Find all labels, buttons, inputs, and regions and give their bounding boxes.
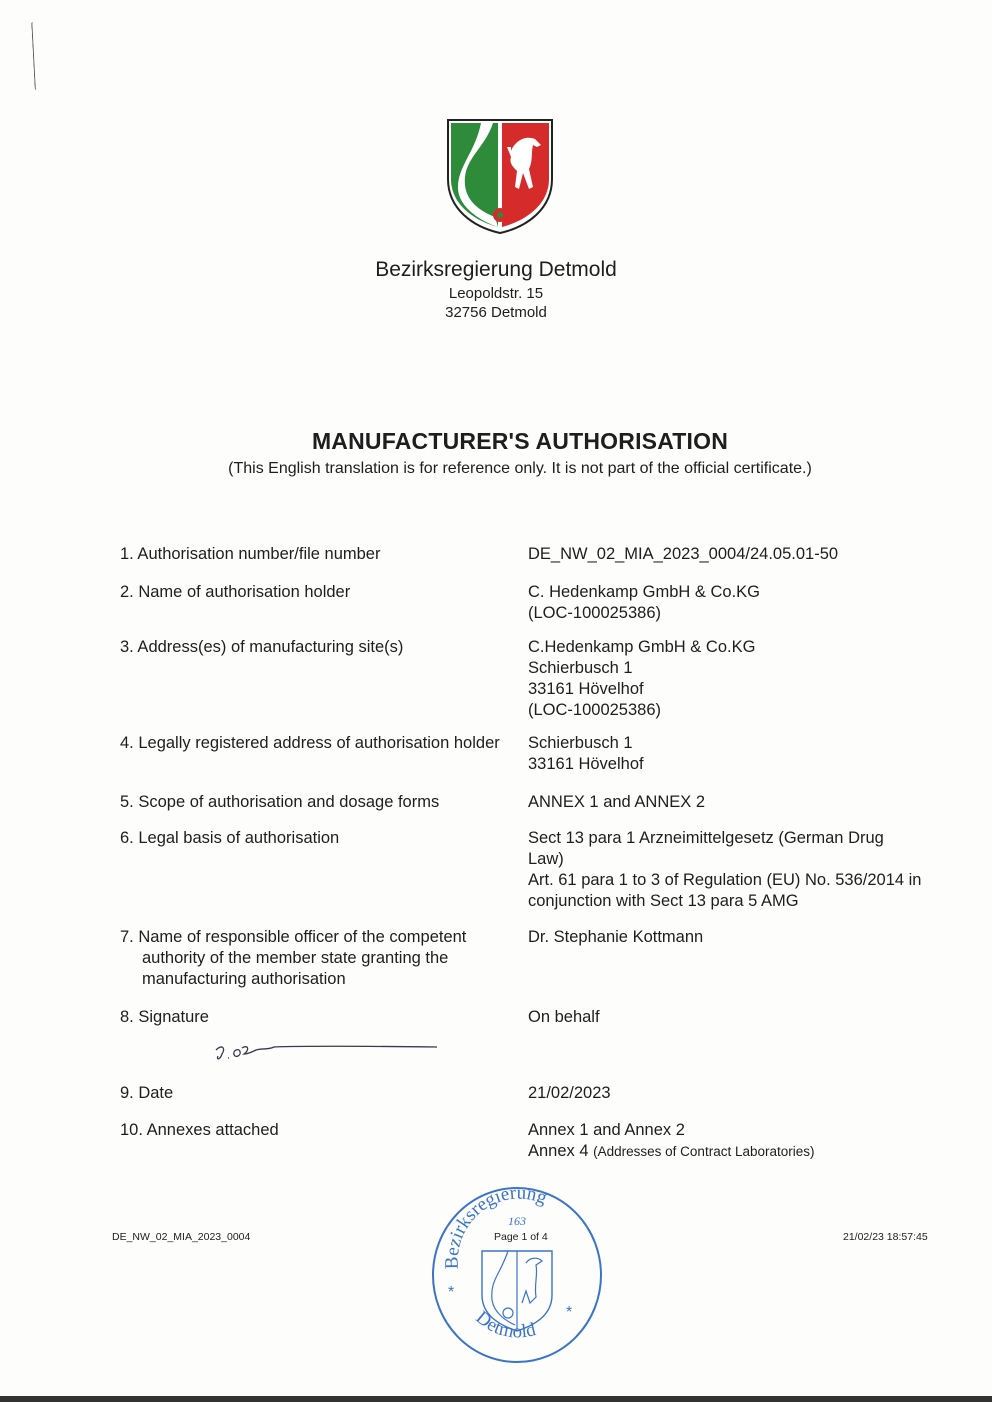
field-label: 2. Name of authorisation holder: [120, 583, 351, 601]
field-value: [528, 1120, 928, 1162]
field-value: On behalf: [528, 1008, 600, 1026]
annex-4-line: [528, 1141, 928, 1162]
site-city: 33161 Hövelhof: [528, 680, 644, 698]
stamp-number: 163: [508, 1214, 526, 1228]
field-label: 6. Legal basis of authorisation: [120, 829, 340, 847]
authority-street: Leopoldstr. 15: [448, 285, 544, 302]
footer-file-reference: DE_NW_02_MIA_2023_0004: [112, 1231, 251, 1243]
stamp-star-right-icon: *: [566, 1304, 573, 1321]
field-label: 7. Name of responsible officer of the competent authority of the member state granting the manufacturing authorisation: [120, 928, 467, 988]
footer-page-number: Page 1 of 4: [494, 1231, 548, 1243]
document-title: MANUFACTURER'S AUTHORISATION: [311, 428, 729, 454]
site-street: Schierbusch 1: [528, 659, 633, 677]
field-label: 9. Date: [120, 1084, 174, 1102]
field-value: Dr. Stephanie Kottmann: [528, 928, 704, 946]
footer-timestamp: 21/02/23 18:57:45: [843, 1231, 928, 1243]
field-value: [528, 582, 928, 624]
scan-edge: [0, 1396, 992, 1402]
stamp-bottom-text: Detmold: [471, 1307, 538, 1343]
authority-city: 32756 Detmold: [445, 304, 547, 321]
site-company: C.Hedenkamp GmbH & Co.KG: [528, 638, 756, 656]
margin-pen-mark: [31, 22, 39, 90]
field-value: [528, 637, 928, 721]
registered-street: Schierbusch 1: [528, 734, 633, 752]
stamp-top-text: Bezirksregierung: [441, 1185, 550, 1270]
holder-name: C. Hedenkamp GmbH & Co.KG: [528, 583, 760, 601]
stamp-star-left-icon: *: [448, 1284, 455, 1301]
handwritten-signature: [212, 1038, 442, 1068]
registered-city: 33161 Hövelhof: [528, 755, 644, 773]
holder-loc-id: (LOC-100025386): [528, 604, 661, 622]
field-label: 1. Authorisation number/file number: [120, 545, 381, 563]
document-subtitle: (This English translation is for reference only. It is not part of the official certificate.): [228, 460, 812, 477]
field-value: DE_NW_02_MIA_2023_0004/24.05.01-50: [528, 545, 839, 563]
legal-basis-amg: Sect 13 para 1 Arzneimittelgesetz (German Drug Law): [528, 829, 884, 868]
field-label: 8. Signature: [120, 1008, 209, 1026]
authority-name: Bezirksregierung Detmold: [375, 258, 617, 281]
field-value: 21/02/2023: [528, 1084, 611, 1102]
annexes-main: Annex 1 and Annex 2: [528, 1121, 685, 1139]
field-label: 4. Legally registered address of authorisation holder: [120, 734, 500, 752]
official-stamp: [430, 1185, 605, 1365]
field-label: 10. Annexes attached: [120, 1121, 279, 1139]
annex-4-note: (Addresses of Contract Laboratories): [593, 1144, 815, 1159]
nrw-coat-of-arms-icon: [445, 117, 555, 235]
field-value: [528, 828, 923, 912]
svg-text:Bezirksregierung: [442, 1185, 551, 1269]
svg-text:Detmold: [472, 1307, 539, 1342]
field-label: 5. Scope of authorisation and dosage forms: [120, 793, 440, 811]
field-value: ANNEX 1 and ANNEX 2: [528, 793, 706, 811]
site-loc-id: (LOC-100025386): [528, 701, 661, 719]
annex-4: Annex 4: [528, 1142, 589, 1160]
legal-basis-eu-regulation: Art. 61 para 1 to 3 of Regulation (EU) No. 536/2014 in conjunction with Sect 13 para 5 AMG: [528, 871, 922, 910]
field-label: 3. Address(es) of manufacturing site(s): [120, 638, 404, 656]
field-value: [528, 733, 928, 775]
